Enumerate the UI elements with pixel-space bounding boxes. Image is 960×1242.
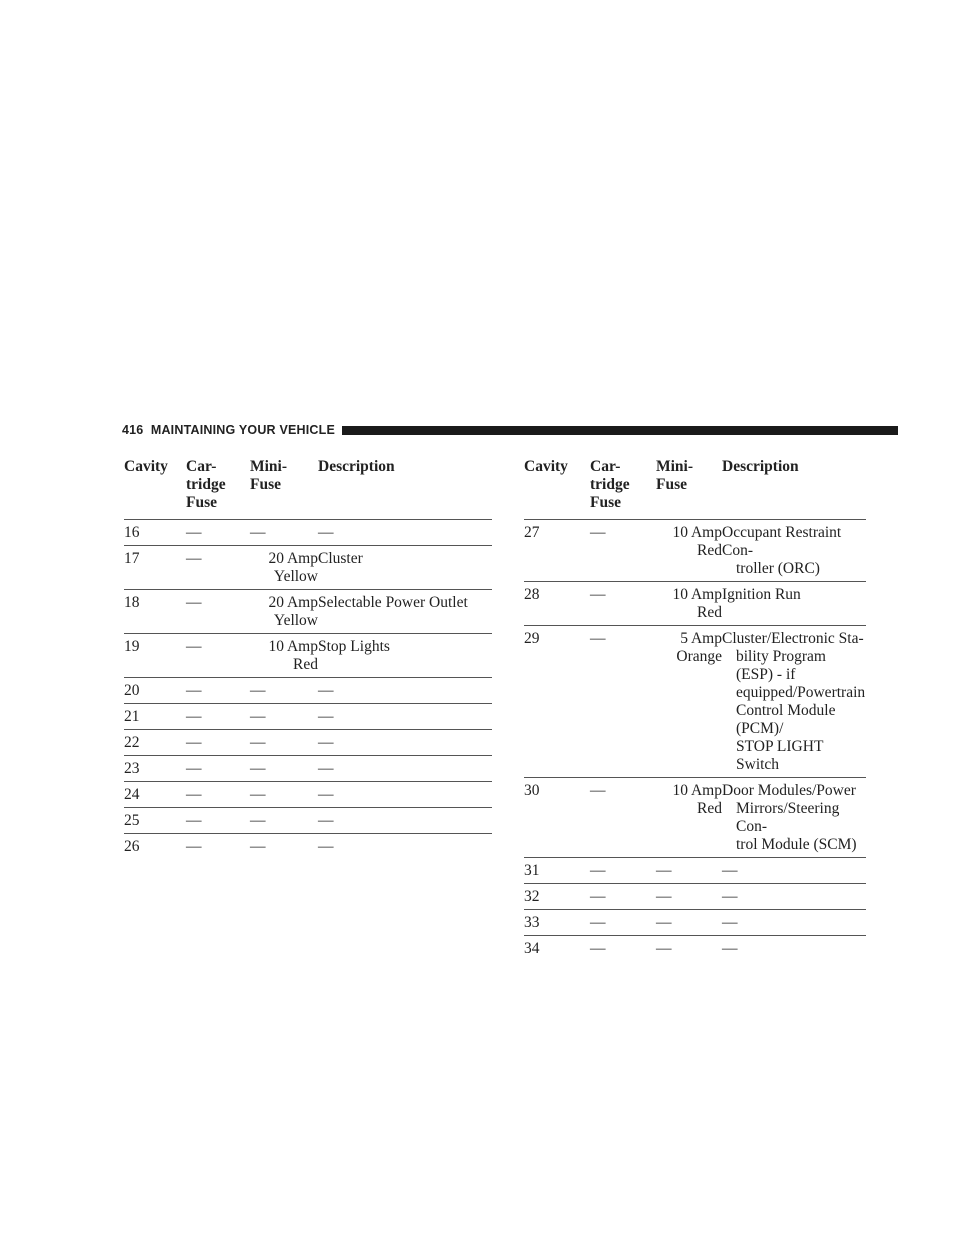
- mini-fuse-line: —: [250, 734, 266, 751]
- mini-fuse-line: 20 Amp: [268, 594, 318, 611]
- mini-fuse-line: —: [250, 812, 266, 829]
- mini-fuse-line: Red: [293, 656, 318, 673]
- description-line: —: [318, 838, 334, 855]
- mini-fuse-cell: [250, 590, 318, 634]
- header-cartridge: Car- tridge Fuse: [590, 458, 630, 511]
- mini-fuse-cell: [250, 678, 318, 704]
- cavity-cell: 21: [124, 704, 186, 730]
- cartridge-cell: —: [590, 858, 656, 884]
- mini-fuse-cell: [250, 834, 318, 860]
- header-cartridge: Car- tridge Fuse: [186, 458, 226, 511]
- mini-fuse-line: 20 Amp: [268, 550, 318, 567]
- description-line: —: [318, 786, 334, 803]
- cartridge-cell: —: [186, 634, 250, 678]
- description-line: Stop Lights: [318, 638, 390, 655]
- mini-fuse-cell: [656, 520, 722, 582]
- mini-fuse-cell: [656, 936, 722, 962]
- cavity-cell: 19: [124, 634, 186, 678]
- mini-fuse-line: —: [656, 914, 672, 931]
- table-row: [124, 730, 492, 756]
- mini-fuse-cell: [250, 634, 318, 678]
- cartridge-cell: —: [590, 884, 656, 910]
- description-cell: [318, 678, 492, 704]
- description-line: —: [722, 862, 738, 879]
- cavity-cell: 25: [124, 808, 186, 834]
- description-line: trol Module (SCM): [736, 836, 857, 853]
- mini-fuse-line: 10 Amp: [672, 782, 722, 799]
- description-cell: [318, 834, 492, 860]
- description-cell: [722, 910, 866, 936]
- mini-fuse-cell: [656, 582, 722, 626]
- table-row: [124, 590, 492, 634]
- table-row: [124, 634, 492, 678]
- description-line: bility Program (ESP) - if: [736, 648, 826, 683]
- cavity-cell: 34: [524, 936, 590, 962]
- mini-fuse-cell: [250, 782, 318, 808]
- mini-fuse-line: Yellow: [273, 568, 318, 585]
- mini-fuse-cell: [250, 730, 318, 756]
- mini-fuse-line: Red: [697, 604, 722, 621]
- cartridge-cell: —: [590, 778, 656, 858]
- description-cell: [722, 778, 866, 858]
- description-line: Door Modules/Power: [722, 782, 856, 799]
- description-line: —: [318, 812, 334, 829]
- cartridge-cell: —: [186, 546, 250, 590]
- description-line: —: [318, 734, 334, 751]
- cavity-cell: 23: [124, 756, 186, 782]
- page-number: 416: [122, 423, 144, 437]
- table-row: [124, 756, 492, 782]
- description-cell: [722, 626, 866, 778]
- cavity-cell: 31: [524, 858, 590, 884]
- description-cell: [722, 884, 866, 910]
- table-row: [524, 884, 866, 910]
- cartridge-cell: —: [590, 626, 656, 778]
- description-cell: [318, 520, 492, 546]
- mini-fuse-line: Red: [697, 542, 722, 559]
- cartridge-cell: —: [186, 730, 250, 756]
- mini-fuse-cell: [250, 546, 318, 590]
- header-rule-bar: [342, 426, 898, 435]
- table-header-row: [124, 456, 492, 520]
- header-description: Description: [722, 458, 799, 475]
- fuse-table-right: [524, 456, 866, 961]
- page-header: [122, 422, 898, 438]
- table-row: [524, 626, 866, 778]
- description-line: —: [722, 888, 738, 905]
- header-mini-fuse: Mini- Fuse: [250, 458, 288, 493]
- table-row: [124, 704, 492, 730]
- cartridge-cell: —: [186, 808, 250, 834]
- fuse-table-left: [124, 456, 492, 859]
- description-cell: [722, 520, 866, 582]
- cavity-cell: 29: [524, 626, 590, 778]
- description-line: —: [318, 708, 334, 725]
- mini-fuse-cell: [656, 910, 722, 936]
- table-body: [524, 520, 866, 962]
- description-cell: [722, 582, 866, 626]
- mini-fuse-line: 10 Amp: [268, 638, 318, 655]
- cartridge-cell: —: [186, 756, 250, 782]
- mini-fuse-line: 5 Amp: [680, 630, 722, 647]
- table-row: [524, 778, 866, 858]
- mini-fuse-cell: [250, 808, 318, 834]
- description-cell: [318, 590, 492, 634]
- description-line: STOP LIGHT Switch: [736, 738, 824, 773]
- cavity-cell: 20: [124, 678, 186, 704]
- mini-fuse-cell: [250, 756, 318, 782]
- mini-fuse-cell: [656, 884, 722, 910]
- description-cell: [318, 704, 492, 730]
- cavity-cell: 33: [524, 910, 590, 936]
- mini-fuse-line: —: [250, 524, 266, 541]
- cavity-cell: 30: [524, 778, 590, 858]
- description-line: Cluster: [318, 550, 363, 567]
- description-line: —: [722, 914, 738, 931]
- description-line: —: [318, 524, 334, 541]
- cavity-cell: 28: [524, 582, 590, 626]
- description-line: Ignition Run: [722, 586, 801, 603]
- mini-fuse-line: Yellow: [273, 612, 318, 629]
- mini-fuse-line: —: [656, 888, 672, 905]
- table-row: [124, 546, 492, 590]
- cavity-cell: 22: [124, 730, 186, 756]
- table-row: [124, 808, 492, 834]
- description-line: Control Module (PCM)/: [736, 702, 836, 737]
- mini-fuse-line: Orange: [676, 648, 722, 665]
- table-header-row: [524, 456, 866, 520]
- mini-fuse-cell: [250, 520, 318, 546]
- cartridge-cell: —: [590, 910, 656, 936]
- mini-fuse-line: —: [250, 708, 266, 725]
- table-body: [124, 520, 492, 860]
- cartridge-cell: —: [186, 520, 250, 546]
- cavity-cell: 27: [524, 520, 590, 582]
- description-line: troller (ORC): [736, 560, 820, 577]
- table-row: [524, 858, 866, 884]
- cavity-cell: 32: [524, 884, 590, 910]
- mini-fuse-line: 10 Amp: [672, 586, 722, 603]
- description-line: Cluster/Electronic Sta-: [722, 630, 864, 647]
- page-header-text: [122, 422, 335, 438]
- description-cell: [318, 808, 492, 834]
- mini-fuse-cell: [656, 626, 722, 778]
- cartridge-cell: —: [186, 782, 250, 808]
- mini-fuse-line: —: [250, 760, 266, 777]
- mini-fuse-line: —: [250, 838, 266, 855]
- cavity-cell: 24: [124, 782, 186, 808]
- table-row: [524, 582, 866, 626]
- cavity-cell: 18: [124, 590, 186, 634]
- description-line: Selectable Power Outlet: [318, 594, 468, 611]
- mini-fuse-line: 10 Amp: [672, 524, 722, 541]
- cartridge-cell: —: [186, 678, 250, 704]
- description-cell: [318, 782, 492, 808]
- cartridge-cell: —: [186, 590, 250, 634]
- mini-fuse-cell: [250, 704, 318, 730]
- mini-fuse-line: —: [250, 682, 266, 699]
- cavity-cell: 16: [124, 520, 186, 546]
- description-cell: [318, 756, 492, 782]
- mini-fuse-line: —: [656, 940, 672, 957]
- description-cell: [722, 858, 866, 884]
- table-row: [524, 520, 866, 582]
- table-row: [524, 910, 866, 936]
- table-row: [124, 520, 492, 546]
- mini-fuse-line: Red: [697, 800, 722, 817]
- mini-fuse-cell: [656, 778, 722, 858]
- mini-fuse-cell: [656, 858, 722, 884]
- description-cell: [722, 936, 866, 962]
- cavity-cell: 17: [124, 546, 186, 590]
- description-line: Occupant Restraint Con-: [722, 524, 842, 559]
- header-description: Description: [318, 458, 395, 475]
- table-row: [124, 834, 492, 860]
- mini-fuse-line: —: [250, 786, 266, 803]
- header-cavity: Cavity: [524, 458, 568, 475]
- cartridge-cell: —: [590, 520, 656, 582]
- table-row: [524, 936, 866, 962]
- description-line: Mirrors/Steering Con-: [736, 800, 840, 835]
- mini-fuse-line: —: [656, 862, 672, 879]
- header-mini-fuse: Mini- Fuse: [656, 458, 694, 493]
- description-line: —: [318, 682, 334, 699]
- cavity-cell: 26: [124, 834, 186, 860]
- cartridge-cell: —: [186, 834, 250, 860]
- description-line: —: [722, 940, 738, 957]
- header-cavity: Cavity: [124, 458, 168, 475]
- table-row: [124, 678, 492, 704]
- description-line: —: [318, 760, 334, 777]
- description-cell: [318, 546, 492, 590]
- section-title: MAINTAINING YOUR VEHICLE: [150, 423, 336, 437]
- cartridge-cell: —: [186, 704, 250, 730]
- cartridge-cell: —: [590, 582, 656, 626]
- description-cell: [318, 634, 492, 678]
- description-line: equipped/Powertrain: [736, 684, 866, 701]
- description-cell: [318, 730, 492, 756]
- cartridge-cell: —: [590, 936, 656, 962]
- table-row: [124, 782, 492, 808]
